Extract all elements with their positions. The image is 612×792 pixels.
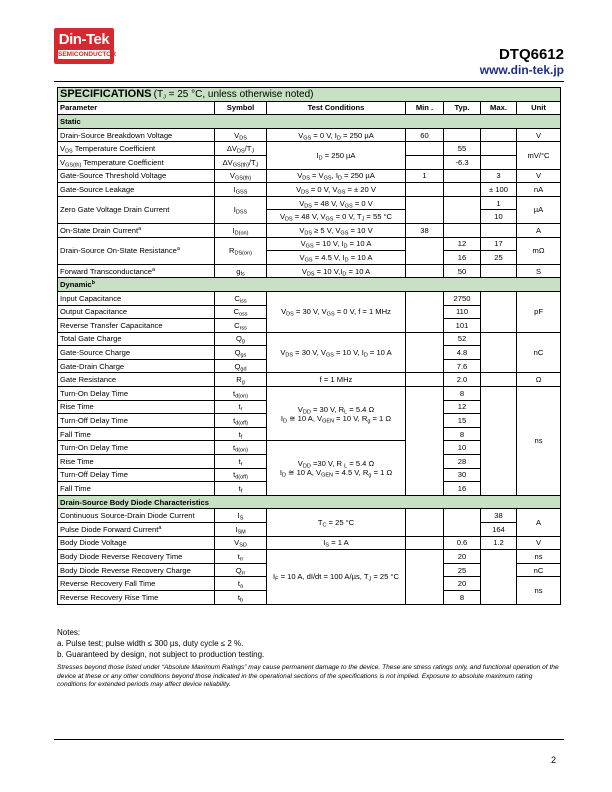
- din-tek-logo: [54, 28, 117, 64]
- col-max: Max.: [481, 101, 517, 115]
- table-row: Gate-Source Leakage $I_{GSS}$ $V_{DS} = 0$ V, $V_{GS}$ = ± 20 V ± 100 nA: [58, 183, 561, 197]
- table-title-row: [58, 88, 561, 102]
- table-row: Continuous Source-Drain Diode Current $I_S$ $T_C = 25$ °C 38 A: [58, 509, 561, 523]
- table-row: Reverse Recovery Rise Time $t_b$ 8: [58, 590, 561, 604]
- table-row: Output Capacitance $C_{oss}$ 110: [58, 305, 561, 319]
- part-number: DTQ6612: [498, 46, 564, 63]
- table-row: Turn-Off Delay Time $t_{d(off)}$ 30: [58, 468, 561, 482]
- section-body-diode: Drain-Source Body Diode Characteristics: [58, 495, 561, 509]
- col-min: Min .: [406, 101, 444, 115]
- table-row: Gate-Source Charge $Q_{gs}$ 4.8: [58, 346, 561, 360]
- table-row: Body Diode Reverse Recovery Charge $Q_{rr}$ 25 nC: [58, 563, 561, 577]
- table-row: Gate-Source Threshold Voltage $V_{GS(th)}$ $V_{DS} = V_{GS}$, $I_D = 250$ µA 1 3 V: [58, 169, 561, 183]
- table-row: $V_{DS}$ Temperature Coefficient $\Delta V_{DS}/T_J$ $I_D = 250$ µA 55 mV/°C: [58, 142, 561, 156]
- table-row: Gate Resistance $R_g$ f = 1 MHz 2.0 Ω: [58, 373, 561, 387]
- notes-block: [57, 627, 562, 660]
- specifications-table: [57, 87, 561, 605]
- table-row: Turn-On Delay Time $t_{d(on)}$ $V_{DD} = 30$ V, $R_L = 5.4$ Ω $I_D$ ≅ 10 A, $V_{GEN} = 10$ V, $R_g = 1$ Ω 8 ns: [58, 387, 561, 401]
- table-row: Body Diode Reverse Recovery Time $t_{rr}$ $I_F = 10$ A, dI/dt = 100 A/µs, $T_J = 25$ °C 20 ns: [58, 550, 561, 564]
- disclaimer-text: Stresses beyond those listed under “Absolute Maximum Ratings” may cause permanent damage to the device. These are stress ratings only, and functional operation of the device at these or any other conditions beyond those indicated in the operational sections of the specifications is not implied. Exposure to absolute maximum rating conditions for extended periods may affect device reliability.: [57, 664, 559, 688]
- logo-text: Din-Tek: [58, 31, 110, 48]
- table-row: Reverse Recovery Fall Time $t_a$ 20 ns: [58, 577, 561, 591]
- col-symbol: Symbol: [215, 101, 267, 115]
- table-condition: ($T_J = 25$ °C, unless otherwise noted): [153, 88, 314, 101]
- table-title: SPECIFICATIONS: [60, 87, 152, 100]
- note-a: a. Pulse test; pulse width ≤ 300 µs, duty cycle ≤ 2 %.: [57, 639, 244, 648]
- table-row: $V_{GS(th)}$ Temperature Coefficient $\Delta V_{GS(th)}/T_J$ -6.3: [58, 155, 561, 169]
- col-conditions: Test Conditions: [267, 101, 406, 115]
- table-row: On-State Drain Current$^a$ $I_{D(on)}$ $V_{DS} \ge 5$ V, $V_{GS} = 10$ V 38 A: [58, 223, 561, 237]
- website-link[interactable]: www.din-tek.jp: [479, 63, 564, 77]
- table-row: Fall Time $t_f$ 16: [58, 482, 561, 496]
- table-row: Total Gate Charge $Q_g$ $V_{DS} = 30$ V, $V_{GS} = 10$ V, $I_D = 10$ A 52 nC: [58, 332, 561, 346]
- header-divider: [54, 81, 564, 82]
- section-dynamic: Dynamic$^b$: [58, 278, 561, 292]
- table-row: Drain-Source Breakdown Voltage $V_{DS}$ $V_{GS} = 0$ V, $I_D = 250$ µA 60 V: [58, 128, 561, 142]
- notes-title: Notes:: [57, 628, 81, 637]
- table-row: Rise Time $t_r$ 28: [58, 455, 561, 469]
- table-row: Body Diode Voltage $V_{SD}$ $I_S = 1$ A 0.6 1.2 V: [58, 536, 561, 550]
- table-row: Fall Time $t_f$ 8: [58, 427, 561, 441]
- table-row: Forward Transconductance$^a$ $g_{fs}$ $V_{DS} = 10$ $V,I_D = 10$ A 50 S: [58, 264, 561, 278]
- table-row: $V_{GS} = 4.5$ V, $I_D = 10$ A 16 25: [58, 251, 561, 265]
- page-number: 2: [550, 755, 556, 765]
- section-static: Static: [58, 115, 561, 129]
- table-row: Pulse Diode Forward Current$^a$ $I_{SM}$ 164: [58, 523, 561, 537]
- table-row: Rise Time $t_r$ 12: [58, 400, 561, 414]
- table-row: Zero Gate Voltage Drain Current $I_{DSS}$ $V_{DS} = 48$ V, $V_{GS} = 0$ V 1 µA: [58, 196, 561, 210]
- table-row: Turn-Off Delay Time $t_{d(off)}$ 15: [58, 414, 561, 428]
- col-parameter: Parameter: [58, 101, 215, 115]
- table-row: Drain-Source On-State Resistance$^a$ $R_{DS(on)}$ $V_{GS} = 10$ V, $I_D = 10$ A 12 17 mΩ: [58, 237, 561, 251]
- table-row: $V_{DS} = 48$ V, $V_{GS} = 0$ V, $T_J = 55$ °C 10: [58, 210, 561, 224]
- note-b: b. Guaranteed by design, not subject to production testing.: [57, 650, 265, 659]
- col-unit: Unit: [517, 101, 561, 115]
- table-row: Gate-Drain Charge $Q_{gd}$ 7.6: [58, 359, 561, 373]
- footer-divider: [54, 739, 564, 740]
- table-row: Turn-On Delay Time $t_{d(on)}$ $V_{DD} =30$ V, R $_L$ = 5.4 Ω $I_D$ ≅ 10 A, $V_{GEN} = 4.5$ V, $R_g = 1$ Ω 10: [58, 441, 561, 455]
- table-row: Reverse Transfer Capacitance $C_{rss}$ 101: [58, 319, 561, 333]
- logo-subtext: SEMICONDUCTOR: [58, 51, 117, 58]
- col-typ: Typ.: [444, 101, 481, 115]
- column-header-row: [58, 101, 561, 115]
- table-row: Input Capacitance $C_{iss}$ $V_{DS} = 30$ V, $V_{GS} = 0$ V, f = 1 MHz 2750 pF: [58, 291, 561, 305]
